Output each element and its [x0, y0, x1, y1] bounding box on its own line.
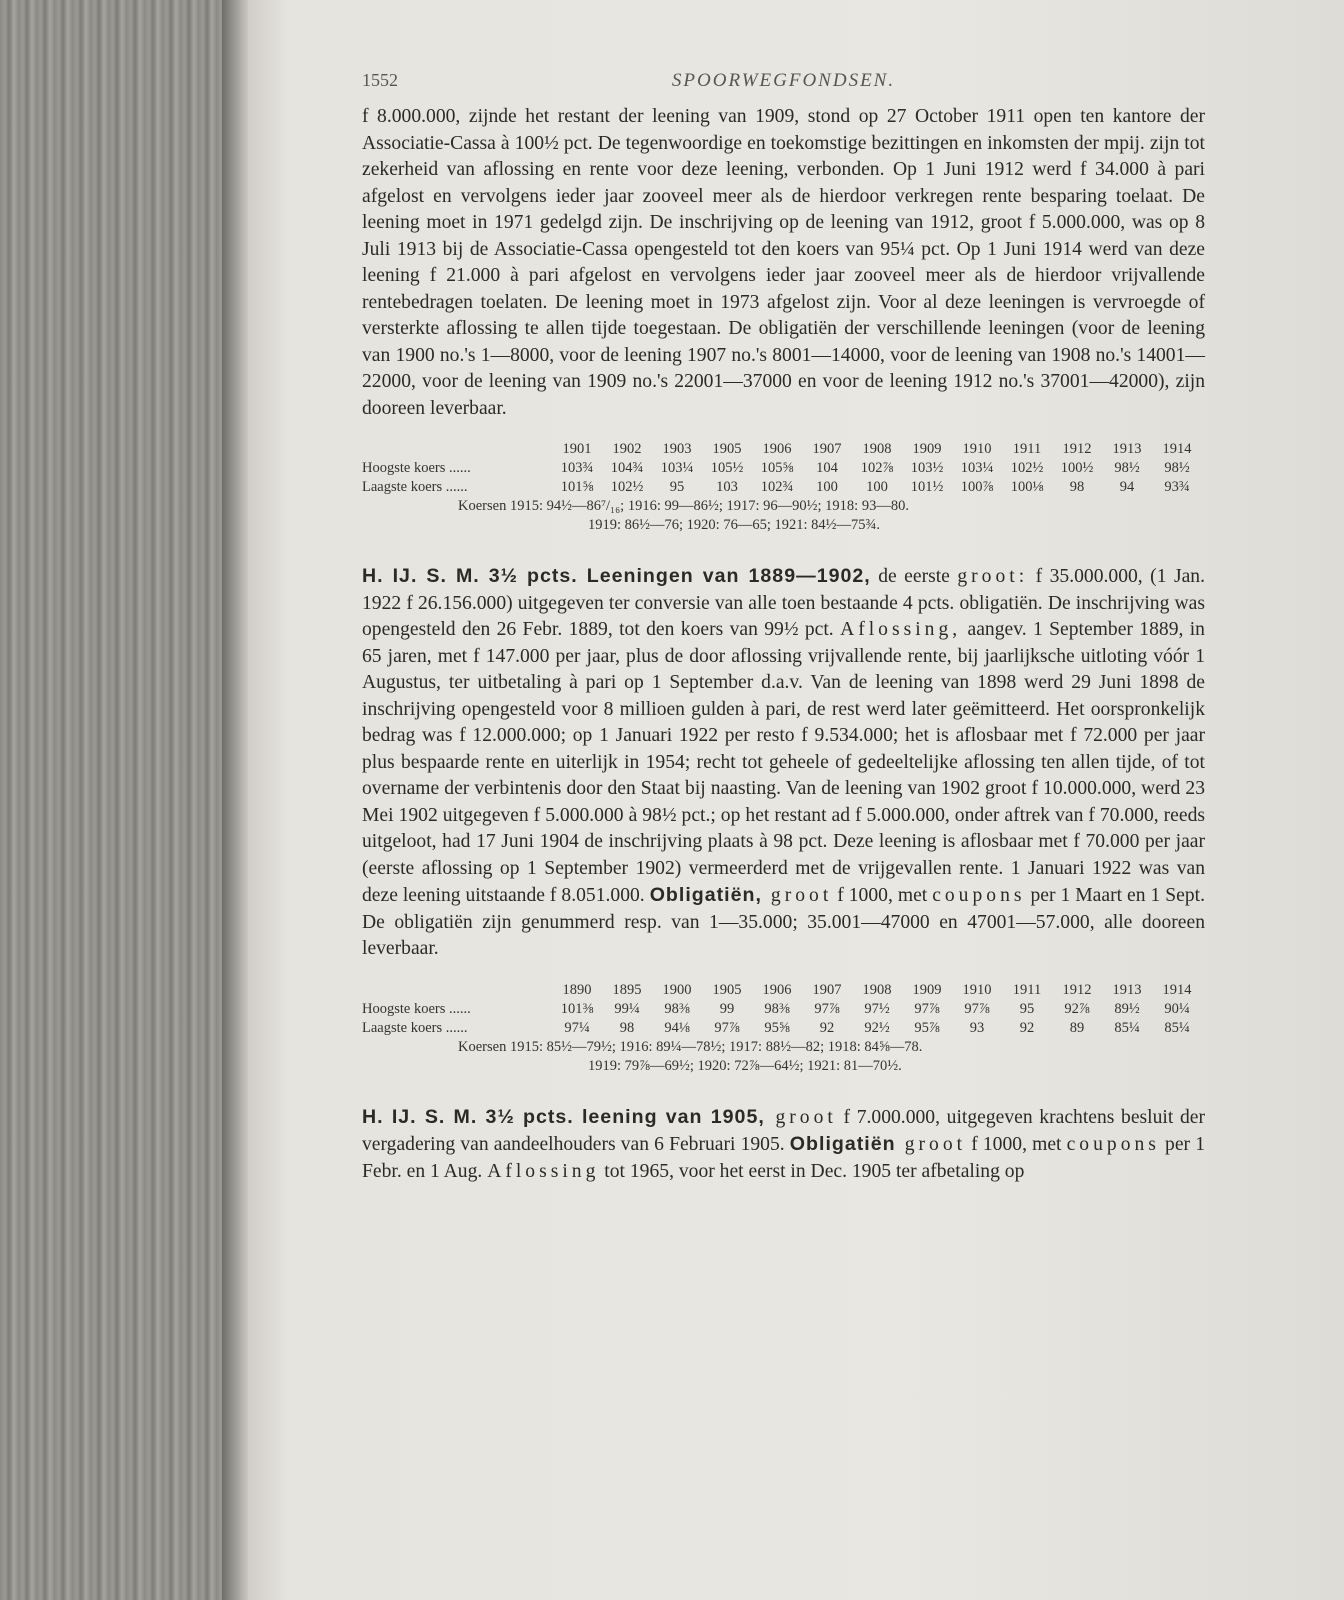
year-cell: 1906 — [762, 981, 792, 998]
koersen-line: Koersen 1915: 94½—86⁷/₁₆; 1916: 99—86½; 1917: 96—90½; 1918: 93—80. — [458, 498, 909, 514]
koers-cell: 93 — [969, 1019, 985, 1036]
koers-cell: 100½ — [1060, 460, 1094, 476]
koers-cell: 102½ — [1010, 460, 1044, 476]
koers-cell: 102⅞ — [860, 460, 894, 476]
koers-cell: 97½ — [864, 1000, 890, 1017]
running-title: SPOORWEGFONDSEN. — [671, 70, 896, 91]
hoogste-row — [362, 459, 1205, 478]
row-label: Hoogste koers ...... — [362, 460, 471, 476]
year-cell: 1901 — [562, 441, 592, 457]
year-cell: 1911 — [1012, 981, 1042, 998]
year-cell: 1905 — [712, 441, 742, 457]
year-cell: 1913 — [1112, 981, 1142, 998]
section-heading: H. IJ. S. M. 3½ pcts. Leeningen van 1889—1902, — [362, 565, 871, 587]
year-cell: 1903 — [662, 441, 692, 457]
year-cell: 1914 — [1162, 441, 1192, 457]
year-cell: 1908 — [862, 981, 892, 998]
laagste-row — [362, 1019, 1205, 1038]
year-cell: 1905 — [712, 981, 742, 998]
koers-cell: 90¼ — [1164, 1000, 1190, 1017]
koers-cell: 102½ — [610, 479, 644, 495]
years-row — [362, 440, 1205, 459]
year-cell: 1900 — [662, 981, 692, 998]
year-cell: 1907 — [812, 981, 842, 998]
koers-cell: 97⅞ — [714, 1019, 740, 1036]
book-page-edges — [0, 0, 248, 1600]
koers-table-2 — [362, 981, 1205, 1076]
koersen-line: 1919: 79⅞—69½; 1920: 72⅞—64½; 1921: 81—70½. — [588, 1057, 902, 1074]
obligatien-label: Obligatiën, — [649, 884, 762, 906]
page-number: 1552 — [362, 70, 398, 90]
year-cell: 1907 — [812, 441, 842, 457]
page-content — [362, 64, 1205, 1185]
koers-cell: 100 — [866, 479, 888, 495]
koers-cell: 100 — [816, 479, 838, 495]
koersen-line: Koersen 1915: 85½—79½; 1916: 89¼—78½; 1917: 88½—82; 1918: 84⅝—78. — [458, 1038, 923, 1055]
koers-cell: 97¼ — [564, 1019, 590, 1036]
obligatien-label: Obligatiën — [789, 1133, 896, 1155]
koers-cell: 89 — [1069, 1019, 1085, 1036]
koers-cell: 101⅜ — [560, 1000, 594, 1017]
koers-cell: 99 — [719, 1000, 735, 1017]
koers-cell: 103¼ — [660, 460, 694, 476]
koers-cell: 102¾ — [760, 479, 794, 495]
koers-cell: 98½ — [1114, 460, 1140, 476]
koers-cell: 98 — [619, 1019, 635, 1036]
year-cell: 1909 — [912, 441, 942, 457]
koersen-line: 1919: 86½—76; 1920: 76—65; 1921: 84½—75¾. — [588, 517, 881, 533]
year-cell: 1909 — [912, 981, 942, 998]
koers-cell: 105½ — [710, 460, 744, 476]
koers-cell: 95⅝ — [764, 1019, 790, 1036]
koers-cell: 98⅜ — [664, 1000, 690, 1017]
koers-cell: 94⅛ — [664, 1019, 690, 1036]
year-cell: 1895 — [612, 981, 642, 998]
hoogste-row — [362, 1000, 1205, 1019]
koers-table-1 — [362, 440, 1205, 535]
koers-cell: 100⅞ — [960, 479, 994, 495]
koers-cell: 101½ — [910, 479, 944, 495]
koers-cell: 92 — [1019, 1019, 1035, 1036]
year-cell: 1910 — [962, 441, 992, 457]
koers-cell: 94 — [1119, 479, 1135, 495]
koers-cell: 103½ — [910, 460, 944, 476]
koers-cell: 97⅞ — [914, 1000, 940, 1017]
section-leening-1905: H. IJ. S. M. 3½ pcts. leening van 1905, groot f 7.000.000, uitgegeven krachtens besluit der vergadering van aandeelhouders van 6 Februari 1905. Obligatiën groot f 1000, met coupons per 1 Febr. en 1 Aug. Aflossing tot 1965, voor het eerst in Dec. 1905 ter afbetaling op — [362, 1105, 1206, 1182]
koers-cell: 103 — [716, 479, 738, 495]
year-cell: 1912 — [1062, 981, 1092, 998]
row-label: Laagste koers ...... — [362, 479, 468, 495]
year-cell: 1910 — [962, 981, 992, 998]
row-label: Laagste koers ...... — [362, 1019, 468, 1036]
koers-cell: 98⅜ — [764, 1000, 790, 1017]
koers-cell: 85¼ — [1114, 1019, 1140, 1036]
laagste-row — [362, 478, 1205, 497]
koers-cell: 100⅛ — [1010, 479, 1044, 495]
year-cell: 1902 — [612, 441, 642, 457]
koers-cell: 101⅝ — [560, 479, 594, 495]
koers-cell: 105⅝ — [760, 460, 794, 476]
koers-cell: 93¾ — [1164, 479, 1190, 495]
koers-cell: 97⅞ — [814, 1000, 840, 1017]
year-cell: 1914 — [1162, 981, 1192, 998]
koers-cell: 104¾ — [610, 460, 644, 476]
koers-cell: 103¼ — [960, 460, 994, 476]
year-cell: 1912 — [1062, 441, 1092, 457]
koers-cell: 92 — [819, 1019, 835, 1036]
section-heading: H. IJ. S. M. 3½ pcts. leening van 1905, — [362, 1105, 765, 1128]
koers-cell: 98 — [1069, 479, 1085, 495]
koers-cell: 103¾ — [560, 460, 594, 476]
running-head — [362, 64, 1205, 104]
koers-cell: 97⅞ — [964, 1000, 990, 1017]
koers-cell: 92½ — [864, 1019, 890, 1036]
koers-cell: 99¼ — [614, 1000, 640, 1017]
koers-cell: 92⅞ — [1064, 1000, 1090, 1017]
koers-cell: 95 — [669, 479, 685, 495]
koers-cell: 98½ — [1164, 460, 1190, 476]
koers-cell: 95⅞ — [914, 1019, 940, 1036]
row-label: Hoogste koers ...... — [362, 1000, 471, 1017]
year-cell: 1908 — [862, 441, 892, 457]
paragraph-leeningen-1900-1912: f 8.000.000, zijnde het restant der leening van 1909, stond op 27 October 1911 open ten kantore der Associatie-Cassa à 100½ pct. De tegenwoordige en toekomstige bezittingen en inkomsten der mpij. zijn tot zekerheid van aflossing en rente voor deze leening, verbonden. Op 1 Juni 1912 werd f 34.000 à pari afgelost en vervolgens ieder jaar zooveel meer als de hierdoor verkregen rente besparing toelaat. De leening moet in 1971 gedelgd zijn. De inschrijving op de leening van 1912, groot f 5.000.000, was op 8 Juli 1913 bij de Associatie-Cassa opengesteld tot den koers van 95¼ pct. Op 1 Juni 1914 werd van deze leening f 21.000 à pari afgelost en vervolgens ieder jaar zooveel meer als de hierdoor vrijvallende rentebedragen toelaten. De leening moet in 1973 afgelost zijn. Voor al deze leeningen is vervroegde of versterkte aflossing te allen tijde toegestaan. De obligatiën der verschillende leeningen (voor de leening van 1900 no.'s 1—8000, voor de leening 1907 no.'s 8001—14000, voor de leening van 1908 no.'s 14001—22000, voor de leening van 1909 no.'s 22001—37000 en voor de leening 1912 no.'s 37001—42000), zijn dooreen leverbaar. — [362, 106, 1205, 419]
koers-cell: 104 — [816, 460, 838, 476]
year-cell: 1890 — [562, 981, 592, 998]
koers-cell: 89½ — [1114, 1000, 1140, 1017]
years-row — [362, 981, 1205, 1000]
year-cell: 1913 — [1112, 441, 1142, 457]
year-cell: 1911 — [1012, 441, 1042, 457]
koers-cell: 95 — [1019, 1000, 1035, 1017]
section-leeningen-1889-1902: H. IJ. S. M. 3½ pcts. Leeningen van 1889—1902, de eerste groot: f 35.000.000, (1 Jan. 1922 f 26.156.000) uitgegeven ter conversie van alle toen bestaande 4 pcts. obligatiën. De inschrijving was opengesteld den 26 Febr. 1889, tot den koers van 99½ pct. Aflossing, aangev. 1 September 1889, in 65 jaren, met f 147.000 per jaar, plus de door aflossing vrijvallende rente, bij jaarlijksche uitloting vóór 1 Augustus, ter uitbetaling à pari op 1 September d.a.v. Van de leening van 1898 werd 29 Juni 1898 de inschrijving opengesteld voor 8 millioen gulden à pari, de rest werd later geëmitteerd. Het oorspronkelijk bedrag was f 12.000.000; op 1 Januari 1922 per resto f 9.534.000; het is aflosbaar met f 72.000 per jaar plus bespaarde rente en uiterlijk in 1954; recht tot geheele of gedeeltelijke aflossing ten allen tijde, of tot overname der verbintenis door den Staat bij naasting. Van de leening van 1902 groot f 10.000.000, werd 23 Mei 1902 uitgegeven f 5.000.000 à 98½ pct.; op het restant ad f 5.000.000, onder aftrek van f 70.000, reeds uitgeloot, had 17 Juni 1904 de inschrijving plaats à 98 pct. Deze leening is aflosbaar met f 70.000 per jaar (eerste aflossing op 1 September 1902) vermeerderd met de vrijgevallen rente. 1 Januari 1922 was van deze leening uitstaande f 8.051.000. Obligatiën, groot f 1000, met coupons per 1 Maart en 1 Sept. De obligatiën zijn genummerd resp. van 1—35.000; 35.001—47000 en 47001—57.000, alle dooreen leverbaar. — [362, 565, 1205, 959]
year-cell: 1906 — [762, 441, 792, 457]
koers-cell: 85¼ — [1164, 1019, 1190, 1036]
